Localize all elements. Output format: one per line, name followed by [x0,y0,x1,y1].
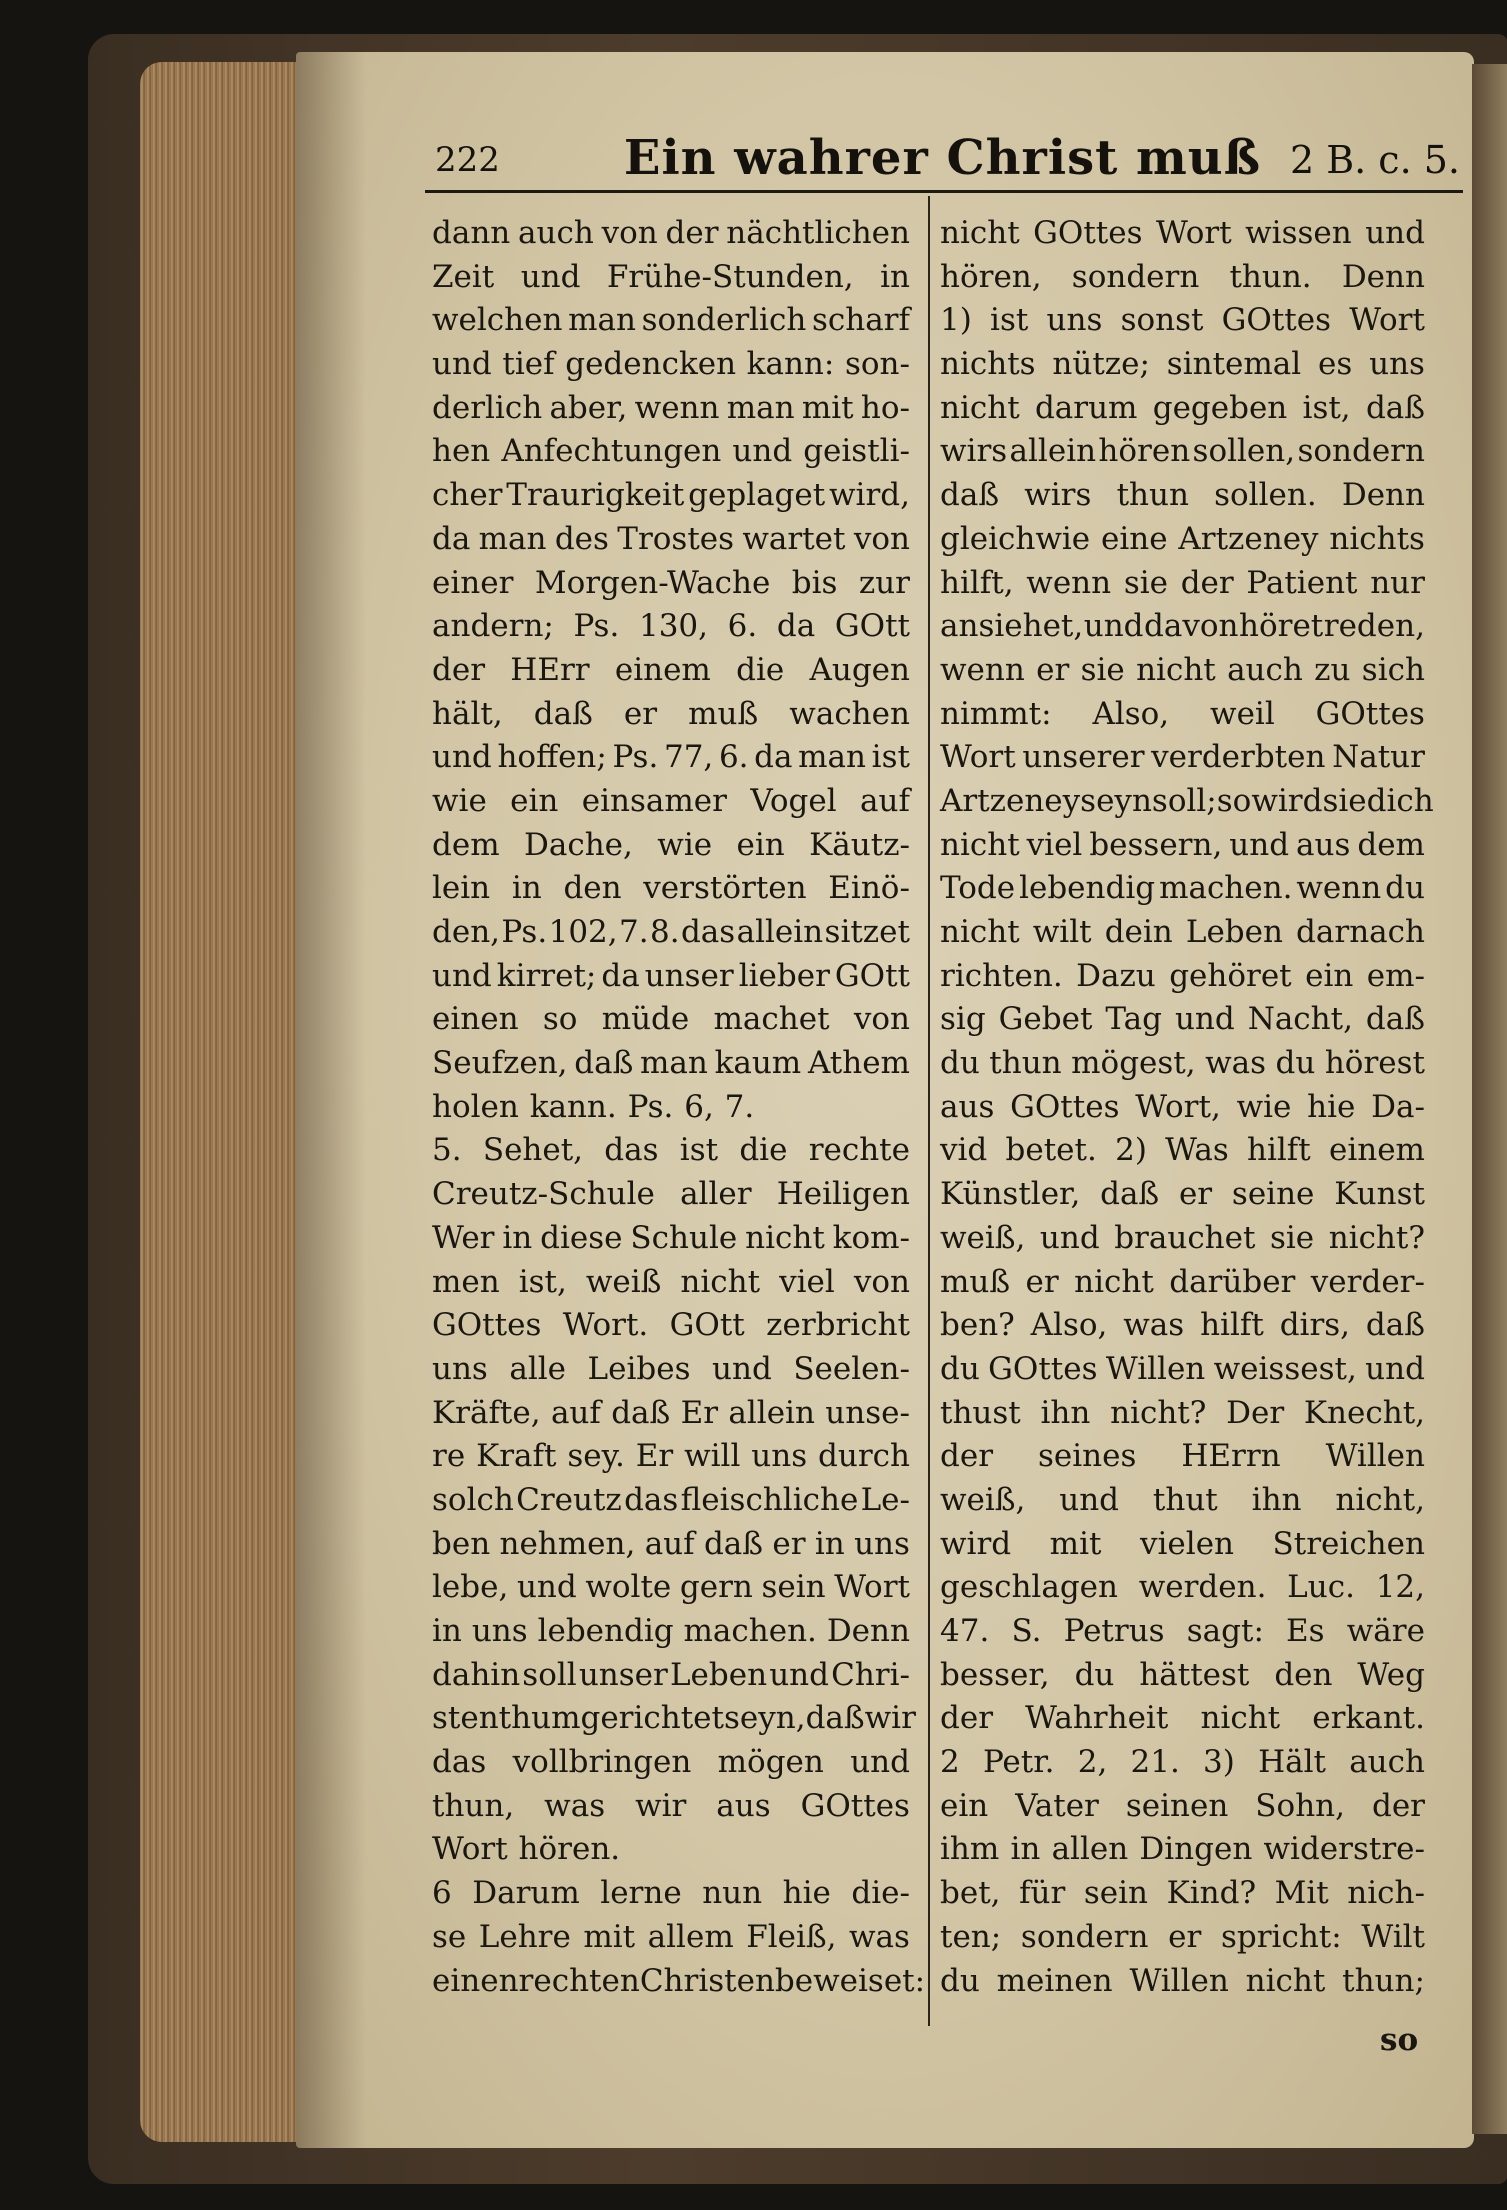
text-line: daß wirs thun sollen. Denn [940,477,1425,514]
text-line: ansiehet, und davon höret reden, [940,608,1425,645]
text-line: wirs allein hören sollen, sondern [940,433,1425,470]
text-line: nicht viel bessern, und aus dem [940,826,1425,863]
text-line: re Kraft sey. Er will uns durch [432,1438,910,1475]
text-line: men ist, weiß nicht viel von [432,1263,910,1300]
text-line: ihm in allen Dingen widerstre- [940,1831,1425,1868]
text-line: hält, daß er muß wachen [432,695,910,732]
text-line: du thun mögest, was du hörest [940,1045,1425,1082]
text-line: Tode lebendig machen. wenn du [940,870,1425,907]
text-line: uns alle Leibes und Seelen- [432,1350,910,1387]
text-line: 2 Petr. 2, 21. 3) Hält auch [940,1744,1425,1781]
text-line: bet, für sein Kind? Mit nich- [940,1875,1425,1912]
text-line: gleichwie eine Artzeney nichts [940,520,1425,557]
text-line: Wer in diese Schule nicht kom- [432,1219,910,1256]
text-line: wird mit vielen Streichen [940,1525,1425,1562]
text-line: das vollbringen mögen und [432,1744,910,1781]
text-line: dann auch von der nächtlichen [432,215,910,251]
text-line: 5. Sehet, das ist die rechte [432,1132,910,1169]
text-line: da man des Trostes wartet von [432,520,910,557]
text-line: besser, du hättest den Weg [940,1656,1425,1693]
text-line: ben nehmen, auf daß er in uns [432,1525,910,1562]
text-line: thust ihn nicht? Der Knecht, [940,1394,1425,1431]
text-line: holen kann. Ps. 6, 7. [432,1088,755,1125]
text-line: solch Creutz das fleischliche Le- [432,1481,910,1518]
text-line: ten; sondern er spricht: Wilt [940,1918,1425,1955]
text-line: Seufzen, daß man kaum Athem [432,1045,910,1082]
text-line: wenn er sie nicht auch zu sich [940,651,1425,688]
text-line: geschlagen werden. Luc. 12, [940,1569,1425,1606]
text-line: GOttes Wort. GOtt zerbricht [432,1307,910,1344]
text-line: vid betet. 2) Was hilft einem [940,1132,1425,1169]
text-line: dem Dache, wie ein Käutz- [432,826,910,863]
text-line: ben? Also, was hilft dirs, daß [940,1307,1425,1344]
header-rule [425,190,1463,193]
text-line: Zeit und Frühe-Stunden, in [432,258,910,295]
text-line: einer Morgen-Wache bis zur [432,564,910,601]
chapter-reference: 2 B. c. 5. [1289,138,1460,182]
facing-page-edge [1472,64,1507,2134]
text-line: welchen man sonderlich scharf [432,302,910,339]
text-line: hen Anfechtungen und geistli- [432,433,910,470]
text-line: der Wahrheit nicht erkant. [940,1700,1425,1737]
text-line: nimmt: Also, weil GOttes [940,695,1425,732]
text-line: aus GOttes Wort, wie hie Da- [940,1088,1425,1125]
text-line: derlich aber, wenn man mit ho- [432,389,910,426]
text-line: und tief gedencken kann: son- [432,346,910,383]
text-line: hilft, wenn sie der Patient nur [940,564,1425,601]
text-line: einen rechten Christen beweiset: [432,1962,926,1999]
catchword: so [1380,2022,1419,2058]
text-line: weiß, und brauchet sie nicht? [940,1219,1425,1256]
right-column [940,212,1434,2003]
page-number: 222 [435,140,500,180]
gutter-shadow [296,52,366,2148]
running-title: Ein wahrer Christ muß [623,130,1262,186]
text-line: Artzeney seyn soll; so wird sie dich [940,782,1434,819]
text-line: Creutz-Schule aller Heiligen [432,1176,910,1213]
text-line: se Lehre mit allem Fleiß, was [432,1918,910,1955]
text-line: nicht GOttes Wort wissen und [940,215,1425,251]
text-line: 1) ist uns sonst GOttes Wort [940,302,1425,339]
text-line: den, Ps. 102, 7. 8. das allein sitzet [432,914,910,950]
text-line: hören, sondern thun. Denn [940,258,1425,295]
text-line: in uns lebendig machen. Denn [432,1613,910,1649]
text-line: richten. Dazu gehöret ein em- [940,957,1425,994]
text-line: sig Gebet Tag und Nacht, daß [940,1001,1425,1038]
text-line: muß er nicht darüber verder- [940,1263,1425,1300]
running-header [425,130,1460,190]
text-line: du meinen Willen nicht thun; [940,1962,1425,1999]
text-line: einen so müde machet von [432,1001,910,1038]
text-line: und hoffen; Ps. 77, 6. da man ist [432,739,910,776]
text-line: Wort unserer verderbten Natur [940,739,1425,776]
text-line: Wort hören. [432,1831,621,1868]
text-line: nicht wilt dein Leben darnach [940,914,1425,950]
text-line: dahin soll unser Leben und Chri- [432,1656,910,1693]
text-line: Künstler, daß er seine Kunst [940,1176,1425,1213]
text-line: ein Vater seinen Sohn, der [940,1787,1425,1824]
text-line: der HErr einem die Augen [432,651,910,688]
text-line: du GOttes Willen weissest, und [940,1350,1425,1387]
text-line: andern; Ps. 130, 6. da GOtt [432,608,910,645]
text-line: wie ein einsamer Vogel auf [432,782,910,819]
text-line: nicht darum gegeben ist, daß [940,389,1425,426]
left-column [432,212,926,2003]
text-line: 6 Darum lerne nun hie die- [432,1875,910,1912]
text-line: der seines HErrn Willen [940,1438,1425,1475]
text-line: Kräfte, auf daß Er allein unse- [432,1394,910,1431]
text-line: cher Traurigkeit geplaget wird, [432,477,910,514]
text-line: stenthum gerichtet seyn, daß wir [432,1700,916,1737]
text-line: 47. S. Petrus sagt: Es wäre [940,1613,1425,1649]
text-line: und kirret; da unser lieber GOtt [432,957,910,994]
text-line: nichts nütze; sintemal es uns [940,346,1425,383]
column-divider [928,196,930,2026]
text-line: thun, was wir aus GOttes [432,1787,910,1824]
text-line: lebe, und wolte gern sein Wort [432,1569,910,1606]
text-line: lein in den verstörten Einö- [432,870,910,907]
page-edges [140,62,310,2142]
text-line: weiß, und thut ihn nicht, [940,1481,1425,1518]
